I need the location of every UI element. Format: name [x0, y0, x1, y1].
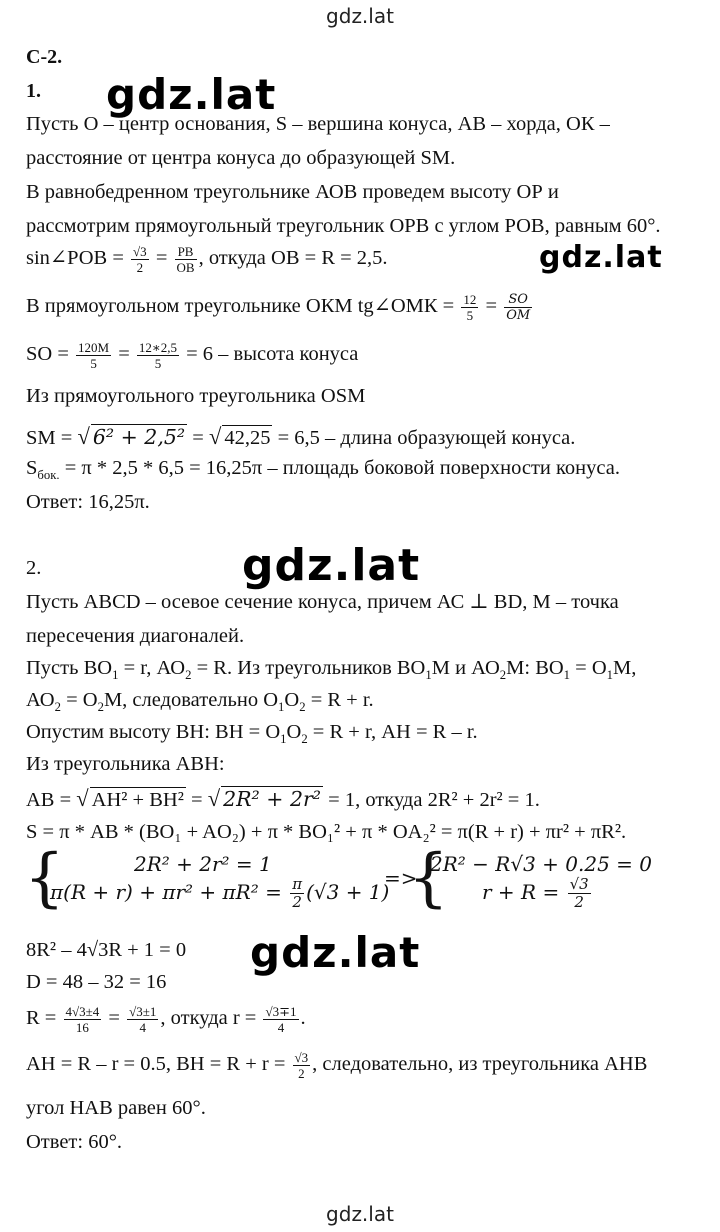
subscript: 1: [278, 700, 285, 715]
formula-line: D = 48 – 32 = 16: [26, 971, 167, 993]
text-segment: =: [113, 343, 135, 366]
radical-sign: √: [77, 424, 90, 449]
text-segment: =: [150, 247, 173, 270]
radical-sign: √: [207, 786, 221, 811]
text-segment: R =: [26, 1007, 62, 1030]
text-segment: М, следовательно О: [103, 689, 279, 711]
fraction-denominator: 2: [292, 893, 302, 911]
subscript: 1: [606, 668, 614, 683]
text-segment: =: [187, 427, 209, 449]
answer: Ответ: 60°.: [26, 1131, 123, 1153]
text-segment: О: [286, 721, 302, 743]
formula-line: [26, 1004, 306, 1035]
text-segment: =: [185, 789, 208, 811]
watermark: gdz.lat: [250, 928, 421, 977]
radicand: 2R² + 2r²: [223, 787, 322, 811]
fraction: [127, 1004, 158, 1035]
system-equation-2: [50, 876, 389, 911]
text-line: расстояние от центра конуса до образующей SM.: [26, 147, 456, 169]
text-segment: = О: [570, 657, 607, 679]
text-segment: = R + r, АН = R – r.: [307, 721, 478, 743]
subscript: 2: [299, 700, 306, 715]
fraction-denominator: OM: [506, 308, 531, 323]
text-line: [26, 656, 636, 687]
text-segment: , откуда r =: [160, 1007, 262, 1030]
system-equation-1: 2R² + 2r² = 1: [134, 852, 272, 876]
text-segment: , откуда ОВ = R = 2,5.: [198, 247, 388, 270]
text-segment: = r, АО: [118, 657, 186, 679]
text-line: [26, 456, 620, 487]
fraction-denominator: 4: [139, 1020, 146, 1035]
radicand: AH² + BH²: [91, 789, 184, 811]
fraction-numerator: √3: [133, 244, 147, 259]
answer: Ответ: 16,25π.: [26, 491, 150, 513]
fraction-denominator: 2: [298, 1066, 305, 1081]
text-segment: AB =: [26, 789, 77, 811]
fraction: [461, 292, 478, 323]
text-segment: r + R =: [482, 880, 566, 904]
subscript: 1: [280, 732, 287, 747]
text-line: [26, 720, 478, 751]
fraction: [293, 1050, 311, 1081]
text-line: В равнобедренном треугольнике АОВ проведем высоту ОР и: [26, 181, 559, 203]
text-line: [26, 688, 374, 719]
subscript: 2: [301, 732, 308, 747]
text-line: Пусть ABCD – осевое сечение конуса, причем АС ⊥ BD, М – точка: [26, 591, 619, 613]
fraction-denominator: 16: [75, 1020, 89, 1035]
system-equation-3: 2R² − R√3 + 0.25 = 0: [430, 852, 653, 876]
watermark: gdz.lat: [242, 540, 421, 591]
radicand: 6² + 2,5²: [92, 425, 186, 449]
text-segment: = R + r.: [305, 689, 374, 711]
subscript: 2: [499, 668, 507, 683]
subscript: 2: [97, 700, 104, 715]
text-segment: π(R + r) + πr² + πR² =: [50, 880, 289, 904]
fraction-numerator: √3±1: [129, 1004, 157, 1019]
text-segment: (√3 + 1): [306, 880, 390, 904]
text-segment: .: [300, 1007, 306, 1030]
text-segment: , следовательно, из треугольника АНВ: [312, 1053, 648, 1076]
text-line: рассмотрим прямоугольный треугольник ОРВ с углом РОВ, равным 60°.: [26, 215, 661, 237]
formula-line: [26, 292, 534, 323]
fraction: [76, 340, 111, 371]
fraction-denominator: 5: [90, 356, 97, 371]
formula-line: S = π * AB * (BO₁ + AO₂) + π * BO₁² + π * OA₂² = π(R + r) + πr² + πR².: [26, 821, 627, 843]
text-segment: М,: [613, 657, 637, 679]
text-segment: Пусть ВО: [26, 657, 113, 679]
implies-arrow: =>: [384, 866, 418, 890]
fraction-numerator: SO: [504, 292, 532, 308]
text-segment: SM =: [26, 427, 78, 449]
text-segment: О: [284, 689, 300, 711]
fraction-denominator: OB: [176, 260, 195, 275]
text-segment: = 6 – высота конуса: [181, 343, 359, 366]
text-segment: АО: [26, 689, 55, 711]
text-line: Пусть О – центр основания, S – вершина конуса, АВ – хорда, ОК –: [26, 113, 610, 135]
text-segment: = π * 2,5 * 6,5 = 16,25π – площадь боковой поверхности конуса.: [59, 457, 620, 479]
fraction-denominator: 4: [277, 1020, 285, 1035]
text-line: Из прямоугольного треугольника OSM: [26, 385, 366, 407]
text-segment: М и АО: [431, 657, 500, 679]
problem-number: 2.: [26, 557, 42, 579]
formula-line: 8R² – 4√3R + 1 = 0: [26, 939, 187, 961]
text-segment: =: [480, 295, 503, 318]
fraction-numerator: PB: [175, 244, 197, 260]
text-segment: = 6,5 – длина образующей конуса.: [272, 427, 576, 449]
fraction-numerator: 4√3±4: [65, 1004, 100, 1019]
text-segment: SO =: [26, 343, 75, 366]
text-line: пересечения диагоналей.: [26, 625, 245, 647]
formula-line: [26, 786, 540, 812]
fraction: [137, 340, 179, 371]
text-line: Из треугольника АВН:: [26, 753, 225, 775]
fraction: [175, 244, 197, 275]
fraction: [263, 1004, 298, 1035]
radicand: 42,25: [224, 427, 271, 449]
fraction: [64, 1004, 102, 1035]
fraction-denominator: 2: [136, 260, 144, 275]
fraction-numerator: √3: [294, 1050, 309, 1065]
subscript: 1: [563, 668, 571, 683]
fraction: [131, 244, 149, 275]
text-segment: = 1, откуда 2R² + 2r² = 1.: [323, 789, 540, 811]
text-segment: = О: [60, 689, 98, 711]
site-header[interactable]: gdz.lat: [326, 4, 394, 28]
fraction-numerator: π: [292, 875, 303, 893]
text-segment: В прямоугольном треугольнике ОКМ tg∠ОМК =: [26, 295, 460, 318]
subscript: 2: [185, 668, 192, 683]
site-footer[interactable]: gdz.lat: [326, 1202, 394, 1226]
text-line: угол НАВ равен 60°.: [26, 1097, 206, 1119]
subscript: 2: [54, 700, 61, 715]
fraction-numerator: √3: [569, 875, 589, 893]
text-segment: sin∠РОВ =: [26, 247, 130, 270]
fraction-denominator: 2: [574, 893, 584, 911]
fraction-numerator: 12: [463, 292, 477, 307]
problem-number: 1.: [26, 80, 41, 102]
left-brace: {: [24, 841, 65, 915]
text-segment: АН = R – r = 0.5, ВН = R + r =: [26, 1053, 291, 1076]
section-title: С-2.: [26, 46, 63, 68]
formula-line: [26, 1050, 647, 1081]
fraction-denominator: 5: [154, 356, 162, 371]
subscript: бок.: [37, 468, 60, 483]
radical-sign: √: [208, 424, 222, 449]
fraction: [504, 292, 532, 323]
fraction-numerator: 12∗2,5: [138, 340, 177, 355]
watermark: gdz.lat: [106, 70, 277, 119]
subscript: 1: [112, 668, 119, 683]
text-segment: = R. Из треугольников ВО: [191, 657, 426, 679]
fraction: [568, 876, 591, 911]
formula-line: [26, 424, 575, 450]
radical-sign: √: [76, 786, 89, 811]
text-segment: М: ВО: [506, 657, 564, 679]
system-equation-4: [482, 876, 593, 911]
formula-line: [26, 244, 388, 275]
text-segment: =: [103, 1007, 126, 1030]
watermark: gdz.lat: [539, 240, 663, 275]
text-segment: Опустим высоту ВН: ВН = О: [26, 721, 281, 743]
fraction-numerator: √3∓1: [265, 1004, 297, 1019]
left-brace: {: [408, 841, 449, 915]
subscript: 1: [425, 668, 432, 683]
fraction-numerator: 120M: [78, 340, 110, 355]
text-segment: S: [26, 457, 38, 479]
fraction-denominator: 5: [466, 308, 474, 323]
fraction: [290, 876, 304, 911]
formula-line: [26, 340, 358, 371]
